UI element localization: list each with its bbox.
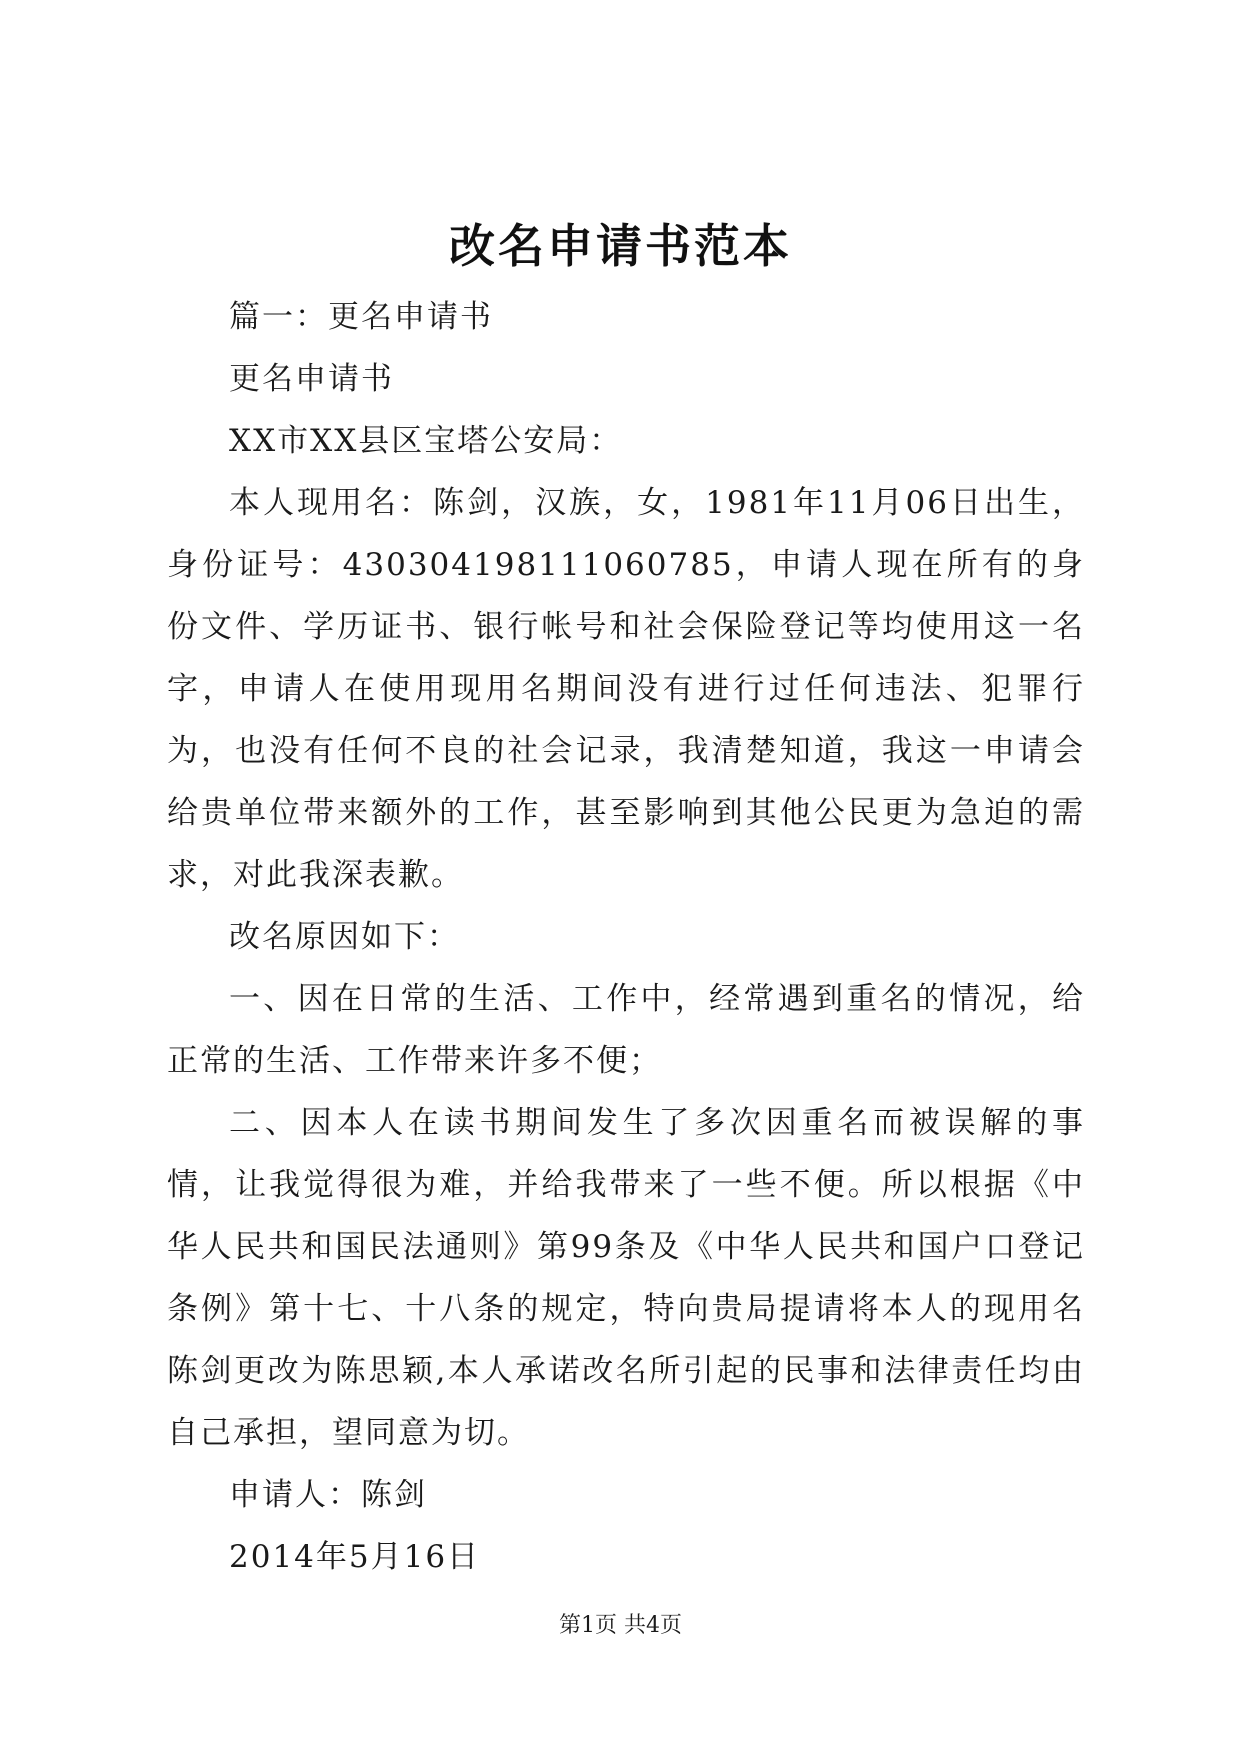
page-number-footer: 第1页 共4页 — [559, 1613, 682, 1638]
section-heading: 篇一：更名申请书 — [229, 299, 493, 335]
letter-title: 更名申请书 — [229, 361, 394, 397]
document-body — [167, 286, 1085, 1588]
reason-item-2: 二、因本人在读书期间发生了多次因重名而被误解的事情，让我觉得很为难，并给我带来了一些不便。所以根据《中华人民共和国民法通则》第99条及《中华人民共和国户口登记条例》第十七、十八条的规定，特向贵局提请将本人的现用名陈剑更改为陈思颖,本人承诺改名所引起的民事和法律责任均由自己承担，望同意为切。 — [167, 1105, 1085, 1451]
body-paragraph-applicant-info: 本人现用名：陈剑，汉族，女，1981年11月06日出生，身份证号：430304198111060785，申请人现在所有的身份文件、学历证书、银行帐号和社会保险登记等均使用这一名字，申请人在使用现用名期间没有进行过任何违法、犯罪行为，也没有任何不良的社会记录，我清楚知道，我这一申请会给贵单位带来额外的工作，甚至影响到其他公民更为急迫的需求，对此我深表歉。 — [167, 485, 1085, 893]
signature-line: 申请人：陈剑 — [229, 1477, 427, 1513]
document-title: 改名申请书范本 — [449, 219, 792, 273]
reason-item-1: 一、因在日常的生活、工作中，经常遇到重名的情况，给正常的生活、工作带来许多不便； — [167, 981, 1085, 1079]
date-line: 2014年5月16日 — [229, 1539, 481, 1575]
reasons-heading: 改名原因如下： — [229, 919, 460, 955]
letter-recipient: XX市XX县区宝塔公安局： — [229, 423, 623, 459]
